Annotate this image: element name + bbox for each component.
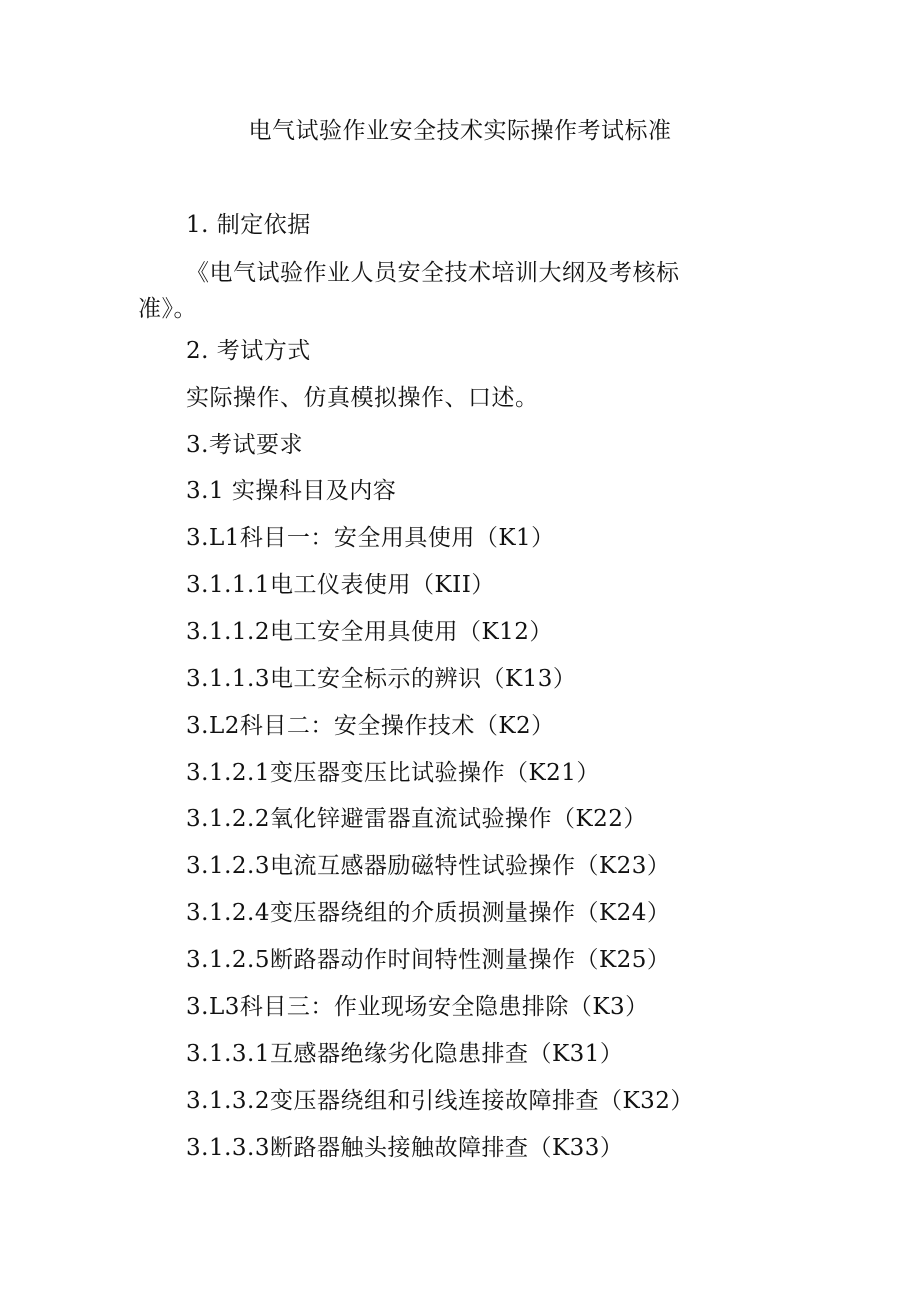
section-3-1-heading: 3.1 实操科目及内容 — [186, 478, 397, 504]
section-1-heading: 1. 制定依据 — [186, 212, 311, 238]
section-1-text-line-2: 准》。 — [138, 296, 197, 322]
list-item: 3.1.1.2电工安全用具使用（K12） — [186, 619, 553, 645]
section-1-text-line-1: 《电气试验作业人员安全技术培训大纲及考核标 — [186, 260, 680, 286]
list-item: 3.L1科目一：安全用具使用（K1） — [186, 525, 555, 551]
section-2-heading: 2. 考试方式 — [186, 338, 311, 364]
list-item: 3.1.3.3断路器触头接触故障排查（K33） — [186, 1135, 624, 1161]
list-item: 3.1.2.4变压器绕组的介质损测量操作（K24） — [186, 900, 671, 926]
document-title: 电气试验作业安全技术实际操作考试标准 — [248, 118, 672, 144]
section-2-text: 实际操作、仿真模拟操作、口述。 — [186, 385, 539, 411]
list-item: 3.1.1.1电工仪表使用（KII） — [186, 572, 495, 598]
section-3-heading: 3.考试要求 — [186, 432, 303, 458]
list-item: 3.1.1.3电工安全标示的辨识（K13） — [186, 666, 577, 692]
section-1-text — [138, 255, 738, 327]
list-item: 3.1.2.5断路器动作时间特性测量操作（K25） — [186, 947, 671, 973]
list-item: 3.1.3.2变压器绕组和引线连接故障排查（K32） — [186, 1088, 694, 1114]
list-item: 3.1.2.2氧化锌避雷器直流试验操作（K22） — [186, 806, 647, 832]
list-item: 3.L3科目三：作业现场安全隐患排除（K3） — [186, 994, 649, 1020]
list-item: 3.1.3.1互感器绝缘劣化隐患排查（K31） — [186, 1041, 624, 1067]
list-item: 3.L2科目二：安全操作技术（K2） — [186, 713, 555, 739]
list-item: 3.1.2.3电流互感器励磁特性试验操作（K23） — [186, 853, 671, 879]
list-item: 3.1.2.1变压器变压比试验操作（K21） — [186, 760, 600, 786]
